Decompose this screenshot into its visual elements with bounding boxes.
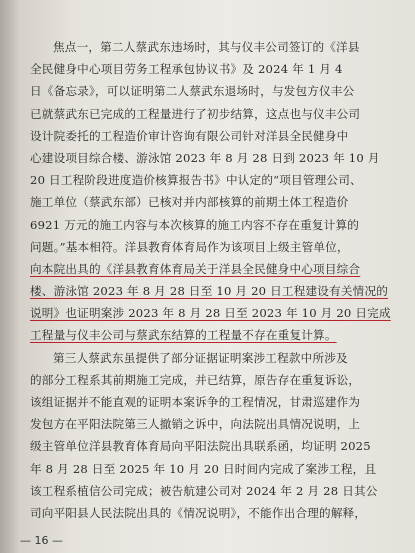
text-line: 第三人蔡武东虽提供了部分证据证明案涉工程款中所涉及 bbox=[53, 350, 348, 365]
text-line: 心建设项目综合楼、游泳馆 2023 年 8 月 28 日到 2023 年 10 月 bbox=[30, 150, 380, 165]
text-line: 司向平阳县人民法院出具的《情况说明》，不能作出合理的解释， bbox=[30, 505, 367, 520]
text-line: 焦点一，第二人蔡武东违场时，其与仪丰公司签订的《洋县 bbox=[53, 40, 360, 54]
underlined-text-line: 楼、游泳馆 2023 年 8 月 28 日至 10 月 20 日工程建设有关情况的 bbox=[30, 284, 389, 299]
text-line: 全民健身中心项目劳务工程承包协议书》及 2024 年 1 月 4 bbox=[30, 62, 343, 77]
text-line: 的部分工程系其前期施工完成，并已结算，原告存在重复诉讼， bbox=[30, 372, 361, 387]
text-line: 级主管单位洋县教育体育局向平阳法院出具联系函，均证明 2025 bbox=[30, 439, 371, 454]
underlined-text-line: 工程量与仪丰公司与蔡武东结算的工程量不存在重复计算。 bbox=[30, 328, 337, 343]
text-line: 问题。”基本相符。洋县教育体育局作为该项目上级主管单位， bbox=[30, 239, 349, 254]
underlined-text-line: 向本院出具的《洋县教育体育局关于洋县全民健身中心项目综合 bbox=[30, 261, 361, 276]
text-line: 设计院委托的工程造价审计咨询有限公司针对洋县全民健身中 bbox=[30, 128, 349, 143]
page-number: — 16 — bbox=[20, 534, 63, 547]
underlined-text-line: 说明》也证明案涉 2023 年 8 月 28 日至 2023 年 10 月 20 日完成 bbox=[30, 306, 391, 321]
page-edge-shadow bbox=[0, 0, 20, 553]
body-text bbox=[30, 36, 398, 524]
text-line: 该工程系植信公司完成；被告航建公司对 2024 年 2 月 28 日其公 bbox=[30, 483, 378, 498]
text-line: 该组证据并不能直观的证明本案诉争的工程情况，甘肃巡建作为 bbox=[30, 395, 361, 409]
text-line: 20 日工程阶段进度造价核算报告书》中认定的“项目管理公司、 bbox=[30, 173, 362, 188]
text-line: 施工单位（蔡武东部）已核对并内部核算的前期土体工程造价 bbox=[30, 195, 349, 210]
text-line: 发包方在平阳法院第三人撤销之诉中，向法院出具情况说明，上 bbox=[30, 417, 361, 432]
text-line: 日《备忘录》，可以证明第二人蔡武东退场时，与发包方仪丰公 bbox=[30, 84, 355, 99]
text-line: 6921 万元的施工内容与本次核算的施工内容不存在重复计算的 bbox=[30, 217, 360, 232]
text-line: 已就蔡武东已完成的工程量进行了初步结算，这点也与仪丰公司 bbox=[30, 106, 361, 121]
text-line: 年 8 月 28 日至 2025 年 10 月 20 日时间内完成了案涉工程，且 bbox=[30, 461, 377, 476]
